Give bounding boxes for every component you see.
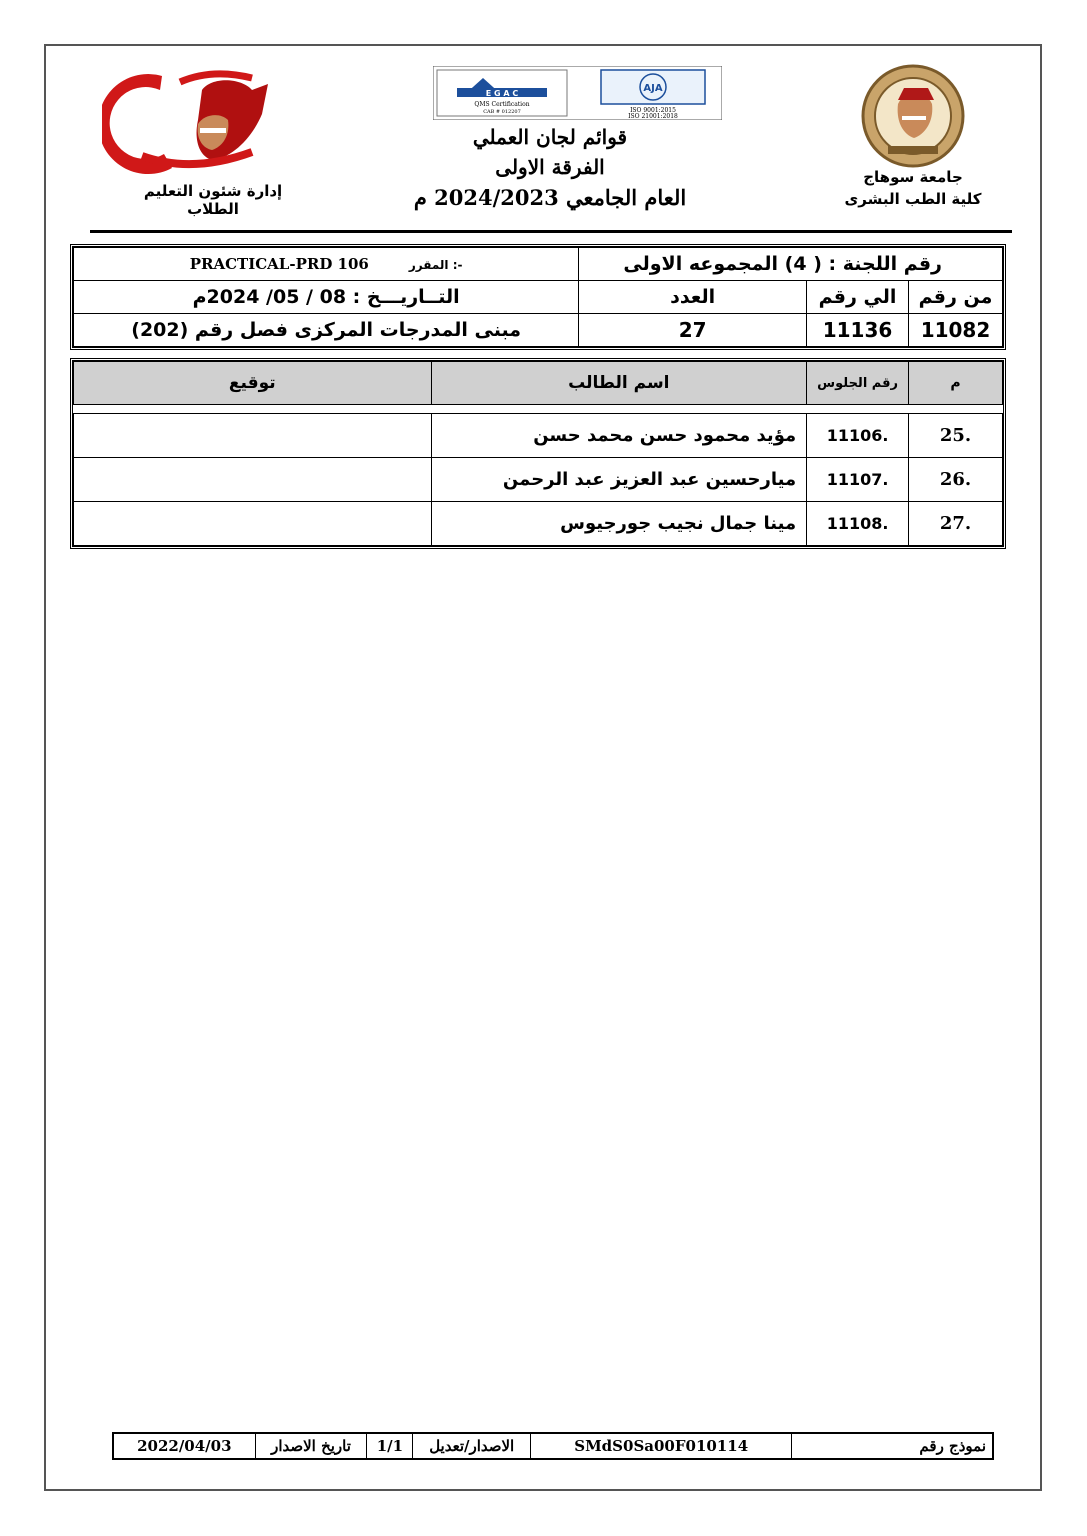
faculty-logo <box>102 68 274 176</box>
signature-cell[interactable] <box>74 414 432 458</box>
svg-text:E G A C: E G A C <box>485 89 519 98</box>
revision-value: 1/1 <box>367 1434 413 1459</box>
to-label: الي رقم <box>807 281 909 314</box>
issue-date-value: 2022/04/03 <box>114 1434 256 1459</box>
revision-label: الاصدار/تعديل <box>413 1434 531 1459</box>
university-seal <box>858 64 968 168</box>
header-separator <box>74 405 1003 414</box>
committee-number: رقم اللجنة : ( 4) المجموعه الاولى <box>579 248 1003 281</box>
faculty-name: كلية الطب البشرى <box>844 190 982 208</box>
title-academic-year: العام الجامعي 2024/2023 م <box>413 185 687 210</box>
title-committees: قوائم لجان العملي <box>472 125 628 149</box>
form-footer <box>112 1432 994 1460</box>
svg-text:ISO 21001:2018: ISO 21001:2018 <box>628 113 678 120</box>
course-value: PRACTICAL-PRD 106 <box>189 255 369 273</box>
count-label: العدد <box>579 281 807 314</box>
exam-location: مبنى المدرجات المركزى فصل رقم (202) <box>74 314 579 347</box>
student-name: مينا جمال نجيب جورجيوس <box>431 502 807 546</box>
svg-text:AJA: AJA <box>643 83 663 94</box>
count-value: 27 <box>579 314 807 347</box>
seat-number: 11106. <box>807 414 909 458</box>
title-year-group: الفرقة الاولى <box>495 155 605 179</box>
form-number-label: نموذج رقم <box>792 1434 993 1459</box>
university-block <box>838 166 988 210</box>
student-name: مؤيد محمود حسن محمد حسن <box>431 414 807 458</box>
svg-text:CAB # 012207: CAB # 012207 <box>483 109 521 115</box>
students-header-row <box>74 362 1003 405</box>
header-student-name: اسم الطالب <box>431 362 807 405</box>
svg-text:QMS Certification: QMS Certification <box>474 101 530 108</box>
from-label: من رقم <box>908 281 1002 314</box>
header-index: م <box>909 362 1003 405</box>
table-row <box>74 458 1003 502</box>
issue-date-label: تاريخ الاصدار <box>255 1434 367 1459</box>
table-row <box>74 414 1003 458</box>
header-seat-number: رقم الجلوس <box>807 362 909 405</box>
course-label: المقرر :- <box>408 258 463 272</box>
table-row <box>74 502 1003 546</box>
seat-number: 11108. <box>807 502 909 546</box>
to-value: 11136 <box>807 314 909 347</box>
header-divider <box>90 230 1012 233</box>
row-index: 26. <box>909 458 1003 502</box>
signature-cell[interactable] <box>74 458 432 502</box>
svg-text:ISO 9001:2015: ISO 9001:2015 <box>630 107 676 114</box>
committee-info-table <box>70 244 1006 350</box>
students-table <box>70 358 1006 549</box>
student-name: ميارحسين عبد العزيز عبد الرحمن <box>431 458 807 502</box>
seat-number: 11107. <box>807 458 909 502</box>
header-signature: توقيع <box>74 362 432 405</box>
page-titles <box>400 122 700 214</box>
from-value: 11082 <box>908 314 1002 347</box>
row-index: 27. <box>909 502 1003 546</box>
accreditation-logo <box>433 66 722 120</box>
row-index: 25. <box>909 414 1003 458</box>
university-name: جامعة سوهاج <box>863 168 963 186</box>
department-name: إدارة شئون التعليم الطلاب <box>143 182 283 218</box>
course-cell <box>74 248 579 281</box>
signature-cell[interactable] <box>74 502 432 546</box>
exam-date: التــاريـــخ : 08 / 05/ 2024م <box>74 281 579 314</box>
form-number-value: SMdS0Sa00F010114 <box>531 1434 792 1459</box>
